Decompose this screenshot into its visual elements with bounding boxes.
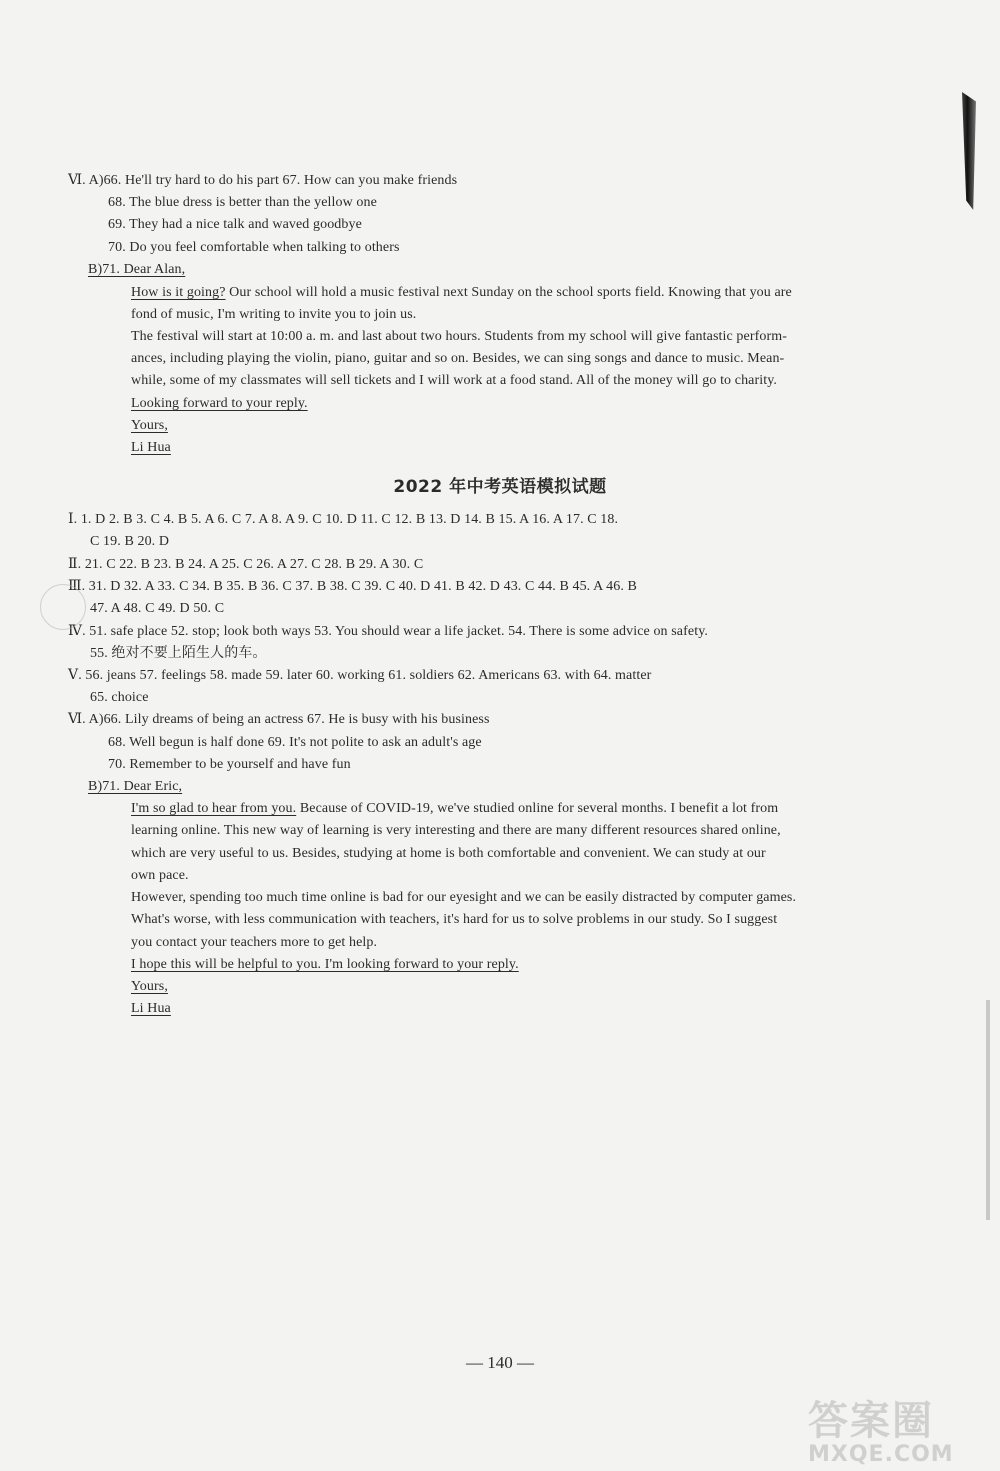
letter-salutation: B)71. Dear Eric,: [88, 779, 183, 794]
answer-line: Ⅳ. 51. safe place 52. stop; look both ways 53. You should wear a life jacket. 54. There is some advice on safety.: [68, 624, 708, 639]
letter-line: However, spending too much time online is bad for our eyesight and we can be easily distracted by computer games.: [131, 890, 797, 905]
answer-line: 68. The blue dress is better than the yellow one: [108, 195, 377, 210]
letter-opening: How is it going?: [131, 285, 226, 300]
letter-line: which are very useful to us. Besides, studying at home is both comfortable and convenient. We can study at our: [131, 846, 766, 861]
letter-line: fond of music, I'm writing to invite you to join us.: [131, 307, 417, 322]
letter-line: while, some of my classmates will sell tickets and I will work at a food stand. All of the money will go to charity.: [131, 373, 778, 388]
answer-line: Ⅵ. A)66. Lily dreams of being an actress 67. He is busy with his business: [68, 712, 490, 727]
answer-line: 47. A 48. C 49. D 50. C: [90, 601, 225, 616]
answer-line: 70. Do you feel comfortable when talking to others: [108, 240, 400, 255]
letter-line: [131, 283, 792, 303]
scan-edge-shadow: [962, 92, 976, 210]
letter-signoff: Yours,: [131, 979, 168, 994]
answer-line: Ⅱ. 21. C 22. B 23. B 24. A 25. C 26. A 27. C 28. B 29. A 30. C: [68, 557, 424, 572]
answer-line: 70. Remember to be yourself and have fun: [108, 757, 351, 772]
answer-line: Ⅲ. 31. D 32. A 33. C 34. B 35. B 36. C 37. B 38. C 39. C 40. D 41. B 42. D 43. C 44. B 45. A 46. B: [68, 579, 637, 594]
letter-closing: Looking forward to your reply.: [131, 396, 308, 411]
answer-line: Ⅰ. 1. D 2. B 3. C 4. B 5. A 6. C 7. A 8. A 9. C 10. D 11. C 12. B 13. D 14. B 15. A 16. A 17. C 18.: [68, 512, 619, 527]
letter-line: [131, 799, 778, 819]
answer-line: 69. They had a nice talk and waved goodbye: [108, 217, 362, 232]
letter-text: Our school will hold a music festival next Sunday on the school sports field. Knowing that you are: [225, 285, 792, 300]
letter-signature: Li Hua: [131, 440, 171, 455]
letter-salutation: B)71. Dear Alan,: [88, 262, 186, 277]
scan-edge-line: [986, 1000, 990, 1220]
answer-line: C 19. B 20. D: [90, 534, 170, 549]
letter-text: Because of COVID-19, we've studied online for several months. I benefit a lot from: [296, 801, 779, 816]
letter-line: The festival will start at 10:00 a. m. and last about two hours. Students from my school will give fantastic perform-: [131, 329, 787, 344]
watermark-logo: [808, 1398, 988, 1466]
letter-closing: I hope this will be helpful to you. I'm looking forward to your reply.: [131, 957, 519, 972]
faded-stamp: [40, 584, 86, 630]
section-title: 2022 年中考英语模拟试题: [393, 477, 607, 497]
letter-line: learning online. This new way of learning is very interesting and there are many different resources shared online,: [131, 823, 781, 838]
letter-line: own pace.: [131, 868, 189, 883]
page-number: — 140 —: [466, 1353, 534, 1372]
watermark-url: MXQE.COM: [808, 1442, 954, 1467]
answer-line: 68. Well begun is half done 69. It's not polite to ask an adult's age: [108, 735, 482, 750]
letter-signature: Li Hua: [131, 1001, 171, 1016]
answer-line: Ⅴ. 56. jeans 57. feelings 58. made 59. later 60. working 61. soldiers 62. Americans 63. with 64. matter: [68, 668, 652, 683]
watermark-logo-text: 答案圈: [808, 1398, 934, 1444]
answer-line: Ⅵ. A)66. He'll try hard to do his part 67. How can you make friends: [68, 173, 458, 188]
answer-line: 55. 绝对不要上陌生人的车。: [90, 646, 267, 661]
letter-signoff: Yours,: [131, 418, 168, 433]
letter-opening: I'm so glad to hear from you.: [131, 801, 297, 816]
letter-line: you contact your teachers more to get help.: [131, 935, 378, 950]
answer-line: 65. choice: [90, 690, 149, 705]
letter-line: What's worse, with less communication with teachers, it's hard for us to solve problems in our study. So I suggest: [131, 912, 778, 927]
letter-line: ances, including playing the violin, piano, guitar and so on. Besides, we can sing songs and dance to music. Mean-: [131, 351, 785, 366]
